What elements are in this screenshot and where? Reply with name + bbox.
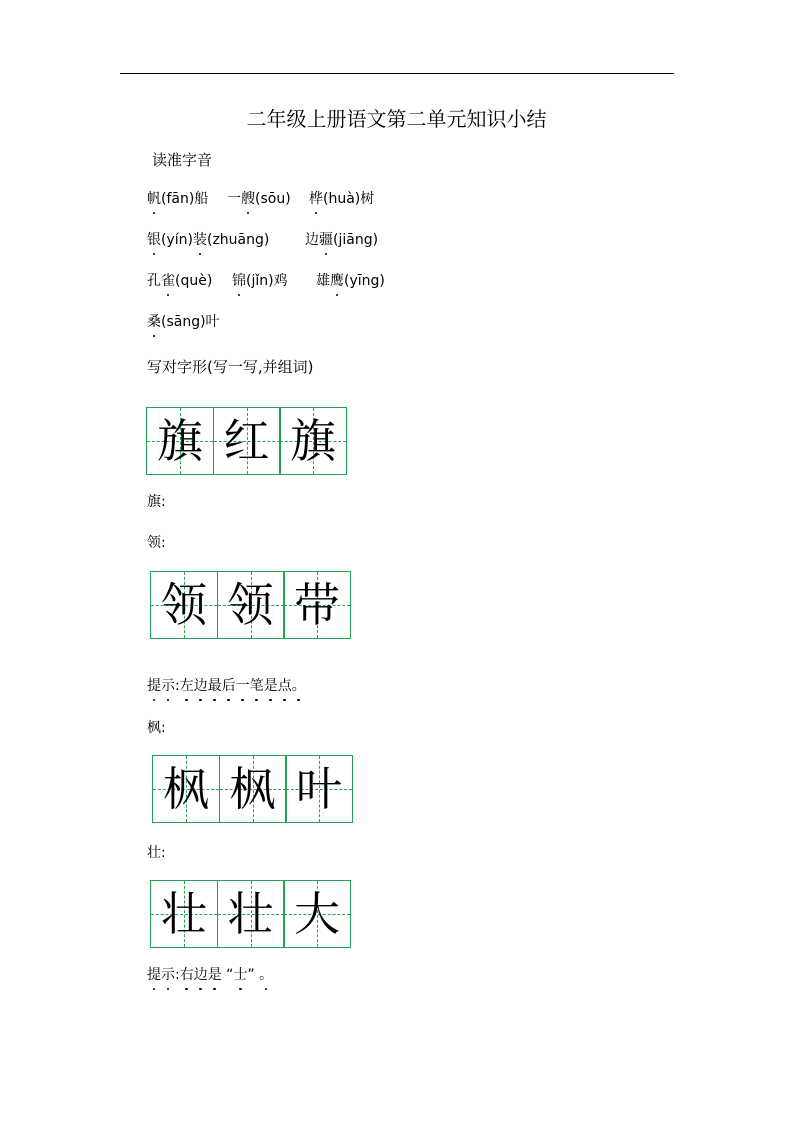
grid-character: 枫 [163, 762, 209, 816]
tianzige-cell [150, 880, 218, 948]
grid-character: 红 [223, 414, 270, 468]
dotted-char: 雀 [161, 273, 175, 289]
tianzige-cell [283, 880, 351, 948]
tianzige-cell [146, 407, 214, 475]
hint-ling: 提示:左边最后一笔是点。 [147, 678, 306, 694]
pinyin-item-jin: 锦(jǐn)鸡 [232, 273, 288, 289]
word-label-feng: 枫: [147, 720, 166, 736]
grid-character: 领 [161, 578, 207, 632]
pinyin-item-yin: 银(yín)装(zhuāng) [147, 232, 270, 248]
tianzige-cell [213, 407, 281, 475]
pinyin-prefix: 一 [227, 191, 241, 207]
tianzige-row-1 [146, 407, 346, 475]
grid-character: 带 [294, 578, 340, 632]
tianzige-cell [150, 571, 218, 639]
dotted-char: 疆 [319, 232, 333, 248]
pinyin-item-ying: 雄鹰(yīng) [316, 273, 385, 289]
top-rule [120, 73, 674, 74]
dotted-char: 锦 [232, 273, 246, 289]
tianzige-row-4 [150, 880, 350, 948]
grid-character: 壮 [161, 887, 207, 941]
grid-character: 旗 [290, 414, 336, 468]
grid-character: 大 [294, 887, 340, 941]
word-label-qi: 旗: [147, 494, 166, 510]
dotted-char: 鹰 [330, 273, 344, 289]
grid-character: 领 [227, 578, 274, 632]
pinyin-item-sang: 桑(sāng)叶 [147, 314, 220, 330]
tianzige-row-3 [152, 755, 352, 823]
dotted-char: 帆 [147, 191, 161, 207]
grid-character: 枫 [229, 762, 276, 816]
dotted-char: 银 [147, 232, 161, 248]
dotted-char: 装 [192, 232, 207, 248]
dotted-char: 桑 [147, 314, 161, 330]
dotted-char: 桦 [309, 191, 323, 207]
tianzige-cell [279, 407, 347, 475]
pinyin-item-hua: 桦(huà)树 [309, 191, 375, 207]
tianzige-cell [219, 755, 287, 823]
tianzige-cell [285, 755, 353, 823]
tianzige-row-2 [150, 571, 350, 639]
pinyin-item-sou: 一艘(sōu) [227, 191, 291, 207]
word-label-ling: 领: [147, 535, 166, 551]
pinyin-item-fan: 帆(fān)船 [147, 191, 209, 207]
tianzige-cell [217, 571, 285, 639]
section-heading-writing: 写对字形(写一写,并组词) [147, 358, 314, 376]
tianzige-cell [152, 755, 220, 823]
hint-zhuang: 提示:右边是 “士” 。 [147, 967, 274, 983]
word-label-zhuang: 壮: [147, 845, 166, 861]
grid-character: 旗 [157, 414, 203, 468]
pinyin-item-que: 孔雀(què) [147, 273, 213, 289]
grid-character: 壮 [227, 887, 274, 941]
pinyin-item-jiang: 边疆(jiāng) [305, 232, 379, 248]
tianzige-cell [217, 880, 285, 948]
grid-character: 叶 [296, 762, 342, 816]
page-title: 二年级上册语文第二单元知识小结 [246, 107, 547, 131]
tianzige-cell [283, 571, 351, 639]
section-heading-pronunciation: 读准字音 [152, 151, 213, 169]
dotted-char: 艘 [241, 191, 255, 207]
